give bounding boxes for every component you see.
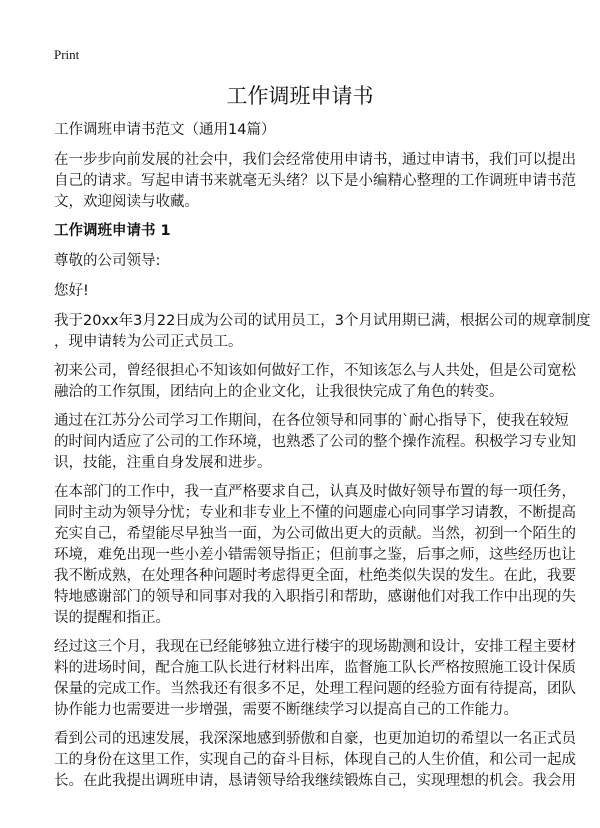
document-title: 工作调班申请书 — [226, 84, 374, 108]
section-heading: 工作调班申请书 1 — [54, 223, 171, 239]
document-subtitle — [54, 120, 514, 141]
body-paragraph — [54, 411, 576, 474]
paragraph-line: 协作能力也需要进一步增强，需要不断继续学习以提高自己的工作能力。 — [54, 702, 518, 718]
body-paragraph — [54, 729, 576, 792]
paragraph-line: 我不断成熟，在处理各种问题时考虑得更全面，杜绝类似失误的发生。在此，我要 — [54, 568, 576, 584]
intro-paragraph — [54, 150, 576, 213]
salutation-line: 尊敬的公司领导: — [54, 253, 161, 269]
salutation — [54, 251, 514, 272]
body-paragraph — [54, 361, 576, 403]
paragraph-line: 充实自己，希望能尽早独当一面，为公司做出更大的贡献。当然，初到一个陌生的 — [54, 526, 576, 542]
paragraph-line: 通过在江苏分公司学习工作期间，在各位领导和同事的`耐心指导下，使我在较短 — [54, 413, 569, 429]
body-paragraph — [54, 482, 576, 629]
print-link[interactable]: Print — [54, 47, 80, 62]
subtitle-line: 工作调班申请书范文（通用14篇） — [54, 122, 276, 138]
paragraph-line: 误的提醒和指正。 — [54, 610, 170, 626]
paragraph-line: ，现申请转为公司正式员工。 — [54, 334, 243, 350]
paragraph-line: 初来公司，曾经很担心不知该如何做好工作，不知该怎么与人共处，但是公司宽松 — [54, 363, 576, 379]
paragraph-line: 环境，难免出现一些小差小错需领导指正；但前事之鉴，后事之师，这些经历也让 — [54, 547, 576, 563]
paragraph-line: 我于20xx年3月22日成为公司的试用员工，3个月试用期已满，根据公司的规章制度 — [54, 313, 591, 329]
document-body — [54, 120, 591, 800]
paragraph-line: 同时主动为领导分忧；专业和非专业上不懂的问题虚心向同事学习请教，不断提高 — [54, 505, 576, 521]
paragraph-line: 长。在此我提出调班申请，恳请领导给我继续锻炼自己，实现理想的机会。我会用 — [54, 773, 576, 789]
paragraph-line: 自己的请求。写起申请书来就毫无头绪？以下是小编精心整理的工作调班申请书范 — [54, 173, 576, 189]
paragraph-line: 识，技能，注重自身发展和进步。 — [54, 455, 272, 471]
paragraph-line: 经过这三个月，我现在已经能够独立进行楼宇的现场勘测和设计，安排工程主要材 — [54, 639, 576, 655]
paragraph-line: 文，欢迎阅读与收藏。 — [54, 194, 199, 210]
paragraph-line: 看到公司的迅速发展，我深深地感到骄傲和自豪，也更加迫切的希望以一名正式员 — [54, 731, 576, 747]
greeting — [54, 281, 514, 302]
body-paragraph — [54, 311, 591, 353]
paragraph-line: 保量的完成工作。当然我还有很多不足，处理工程问题的经验方面有待提高，团队 — [54, 681, 576, 697]
paragraph-line: 料的进场时间，配合施工队长进行材料出库，监督施工队长严格按照施工设计保质 — [54, 660, 576, 676]
paragraph-line: 在本部门的工作中，我一直严格要求自己，认真及时做好领导布置的每一项任务， — [54, 484, 576, 500]
greeting-line: 您好! — [54, 283, 89, 299]
body-paragraph — [54, 637, 576, 721]
body-paragraphs — [54, 311, 591, 792]
paragraph-line: 在一步步向前发展的社会中，我们会经常使用申请书，通过申请书，我们可以提出 — [54, 152, 576, 168]
paragraph-line: 特地感谢部门的领导和同事对我的入职指引和帮助，感谢他们对我工作中出现的失 — [54, 589, 576, 605]
paragraph-line: 的时间内适应了公司的工作环境，也熟悉了公司的整个操作流程。积极学习专业知 — [54, 434, 576, 450]
paragraph-line: 融洽的工作氛围，团结向上的企业文化，让我很快完成了角色的转变。 — [54, 384, 504, 400]
paragraph-line: 工的身份在这里工作，实现自己的奋斗目标，体现自己的人生价值，和公司一起成 — [54, 752, 576, 768]
